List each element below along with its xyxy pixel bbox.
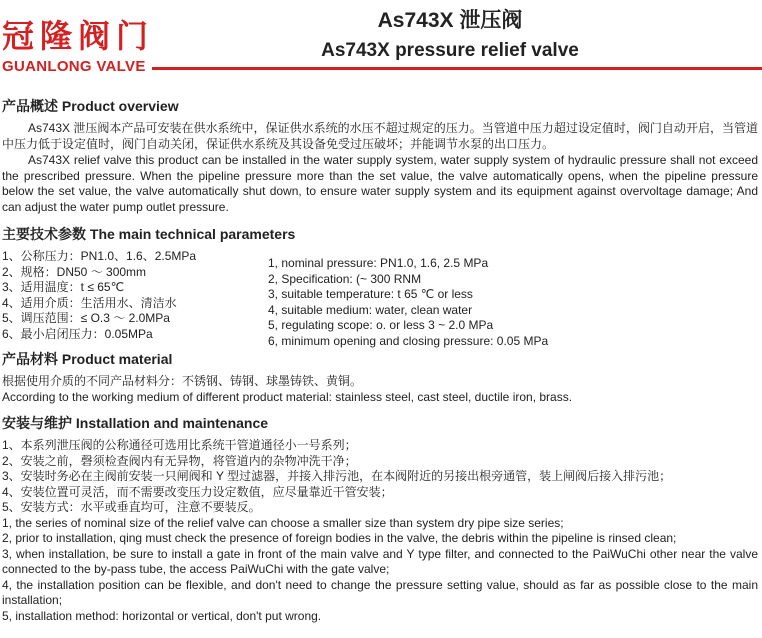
install-item-cn: 3、安装时务必在主阀前安装一只闸阀和 Y 型过滤器，并接入排污池，在本阀附近的另接出根旁通管，装上闸阀后接入排污池； bbox=[2, 469, 672, 483]
install-item-en: 2, prior to installation, qing must check the presence of foreign bodies in the valve, the debris within the pipeline is rinsed clean; bbox=[2, 531, 677, 545]
params-item-en: 4, suitable medium: water, clean water bbox=[268, 302, 473, 317]
install-item-en: 5, installation method: horizontal or vertical, don't put wrong. bbox=[2, 608, 322, 623]
material-text-cn: 根据使用介质的不同产品材料分：不锈钢、铸钢、球墨铸铁、黄铜。 bbox=[2, 374, 363, 388]
install-item-cn: 2、安装之前，磬须检查阀内有无异物，将管道内的杂物冲洗干净； bbox=[2, 453, 357, 468]
material-heading: 产品材料 Product material bbox=[2, 351, 173, 367]
params-heading: 主要技术参数 The main technical parameters bbox=[2, 226, 296, 242]
install-item-en: 1, the series of nominal size of the relief valve can choose a smaller size than system dry pipe size series; bbox=[2, 515, 564, 530]
brand-logo-en: GUANLONG VALVE bbox=[2, 58, 146, 75]
params-item-cn: 6、最小启闭压力：0.05MPa bbox=[2, 326, 153, 341]
install-item-en: 3, when installation, be sure to install a gate in front of the main valve and Y type filter, and connected to the PaiWuChi other near the valve connected to the by-pass tube, the access PaiWuChi with the gate valve; bbox=[2, 546, 758, 576]
params-item-en: 1, nominal pressure: PN1.0, 1.6, 2.5 MPa bbox=[268, 256, 489, 270]
overview-text-cn: As743X 泄压阀本产品可安装在供水系统中，保证供水系统的水压不超过规定的压力。当管道中压力超过设定值时，阀门自动开启，当管道中压力低于设定值时，阀门自动关闭，保证供水系统及其设备免受过压破坏；并能调节水泵的出口压力。 bbox=[2, 121, 758, 151]
page-title-cn: As743X 泄压阀 bbox=[377, 9, 523, 32]
install-item-cn: 5、安装方式：水平或垂直均可，注意不要装反。 bbox=[2, 500, 261, 514]
params-item-en: 5, regulating scope: o. or less 3 ~ 2.0 MPa bbox=[268, 318, 494, 332]
params-list-cn bbox=[2, 249, 196, 342]
install-item-cn: 1、本系列泄压阀的公称通径可选用比系统干管道通径小一号系列； bbox=[2, 438, 357, 452]
brand-logo-cn: 冠隆阀门 bbox=[2, 17, 155, 55]
install-item-en: 4, the installation position can be flexible, and don't need to change the pressure setting value, should as far as possible close to the main installation; bbox=[2, 577, 758, 607]
overview-text-en: As743X relief valve this product can be installed in the water supply system, water supply system of hydraulic pressure shall not exceed the prescribed pressure. When the pipeline pressure more than the set value, the valve automatically opens, when the pipeline pressure below the set value, the valve automatically shut down, to ensure water supply system and its equipment against overvoltage damage; And can adjust the water pump outlet pressure. bbox=[2, 153, 758, 214]
params-item-cn: 1、公称压力：PN1.0、1.6、2.5MPa bbox=[2, 249, 197, 263]
params-item-cn: 2、规格：DN50 ～ 300mm bbox=[2, 264, 147, 279]
params-list-en bbox=[268, 256, 548, 349]
params-item-cn: 3、适用温度：t ≤ 65℃ bbox=[2, 280, 125, 294]
params-item-cn: 4、适用介质：生活用水、清洁水 bbox=[2, 295, 177, 310]
install-item-cn: 4、安装位置可灵活，而不需要改变压力设定数值，应尽量靠近干管安装； bbox=[2, 484, 393, 499]
params-item-en: 2, Specification: (~ 300 RNM bbox=[268, 271, 422, 286]
install-heading: 安装与维护 Installation and maintenance bbox=[2, 415, 269, 431]
page-title-en: As743X pressure relief valve bbox=[321, 40, 579, 61]
params-item-cn: 5、调压范围：≤ O.3 ～ 2.0MPa bbox=[2, 311, 170, 325]
install-list-cn bbox=[2, 438, 758, 624]
material-text-en: According to the working medium of different product material: stainless steel, cast steel, ductile iron, brass. bbox=[2, 390, 573, 404]
header-divider bbox=[152, 67, 762, 70]
params-item-en: 6, minimum opening and closing pressure: 0.05 MPa bbox=[268, 333, 549, 348]
header bbox=[0, 0, 762, 80]
overview-heading: 产品概述 Product overview bbox=[2, 98, 179, 114]
params-item-en: 3, suitable temperature: t 65 ℃ or less bbox=[268, 287, 473, 301]
